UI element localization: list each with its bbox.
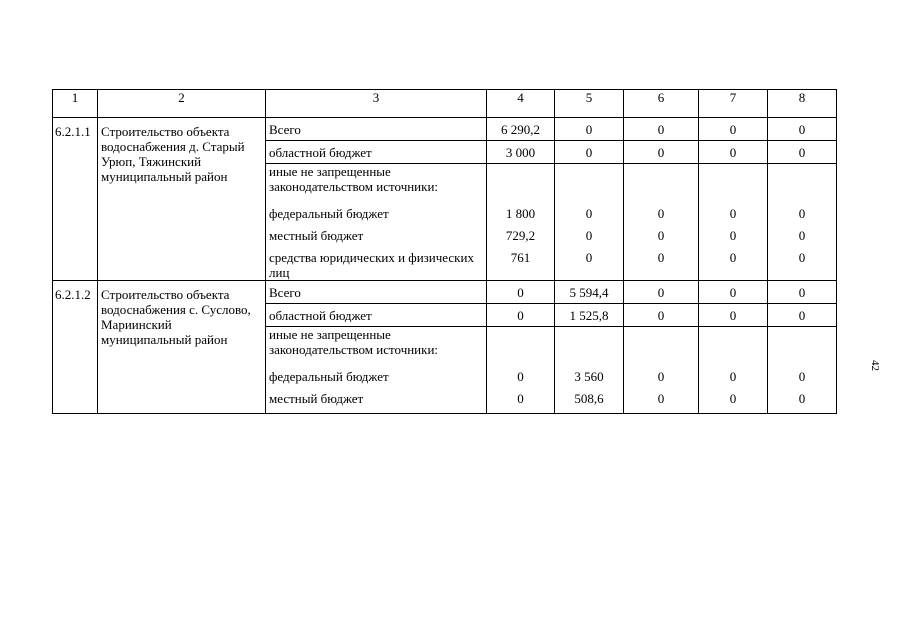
source-label: иные не запрещенные законодательством источники:	[266, 327, 487, 370]
source-label: местный бюджет	[266, 391, 487, 414]
value-cell: 0	[487, 391, 555, 414]
value-cell: 0	[555, 118, 624, 141]
funding-table	[52, 89, 837, 414]
value-cell	[624, 327, 699, 370]
object-name: Строительство объекта водоснабжения с. Суслово, Мариинский муниципальный район	[98, 281, 266, 414]
value-cell: 0	[624, 369, 699, 391]
table-row	[53, 118, 837, 141]
header-cell: 1	[53, 90, 98, 118]
value-cell: 3 000	[487, 141, 555, 164]
header-cell: 6	[624, 90, 699, 118]
source-label: областной бюджет	[266, 304, 487, 327]
value-cell	[487, 327, 555, 370]
header-cell: 2	[98, 90, 266, 118]
source-label: Всего	[266, 118, 487, 141]
object-name: Строительство объекта водоснабжения д. Старый Урюп, Тяжинский муниципальный район	[98, 118, 266, 281]
value-cell: 0	[699, 228, 768, 250]
source-label: иные не запрещенные законодательством источники:	[266, 164, 487, 207]
source-label: федеральный бюджет	[266, 206, 487, 228]
value-cell: 0	[699, 391, 768, 414]
value-cell: 0	[487, 281, 555, 304]
value-cell	[555, 327, 624, 370]
value-cell	[768, 327, 837, 370]
value-cell: 0	[624, 304, 699, 327]
value-cell: 0	[699, 250, 768, 281]
value-cell: 0	[768, 206, 837, 228]
value-cell: 0	[555, 141, 624, 164]
value-cell: 0	[624, 206, 699, 228]
header-cell: 5	[555, 90, 624, 118]
value-cell: 0	[768, 250, 837, 281]
header-cell: 7	[699, 90, 768, 118]
source-label: федеральный бюджет	[266, 369, 487, 391]
value-cell: 0	[487, 369, 555, 391]
value-cell	[768, 164, 837, 207]
value-cell: 0	[768, 369, 837, 391]
value-cell: 0	[768, 118, 837, 141]
value-cell: 0	[624, 118, 699, 141]
value-cell: 0	[699, 281, 768, 304]
value-cell: 0	[699, 206, 768, 228]
value-cell: 0	[768, 281, 837, 304]
value-cell: 0	[699, 118, 768, 141]
value-cell: 761	[487, 250, 555, 281]
source-label: местный бюджет	[266, 228, 487, 250]
page-number: 42	[869, 360, 881, 371]
table-row	[53, 281, 837, 304]
source-label: Всего	[266, 281, 487, 304]
value-cell: 0	[624, 391, 699, 414]
value-cell: 0	[624, 228, 699, 250]
header-row	[53, 90, 837, 118]
value-cell	[699, 327, 768, 370]
value-cell: 0	[699, 369, 768, 391]
value-cell: 5 594,4	[555, 281, 624, 304]
value-cell: 6 290,2	[487, 118, 555, 141]
value-cell	[555, 164, 624, 207]
source-label: областной бюджет	[266, 141, 487, 164]
value-cell: 0	[555, 250, 624, 281]
header-cell: 8	[768, 90, 837, 118]
header-cell: 3	[266, 90, 487, 118]
object-code: 6.2.1.1	[53, 118, 98, 281]
value-cell: 0	[555, 228, 624, 250]
value-cell: 508,6	[555, 391, 624, 414]
value-cell: 0	[768, 228, 837, 250]
value-cell: 0	[768, 141, 837, 164]
value-cell: 0	[624, 141, 699, 164]
header-cell: 4	[487, 90, 555, 118]
value-cell: 0	[624, 250, 699, 281]
value-cell: 0	[699, 141, 768, 164]
value-cell: 0	[699, 304, 768, 327]
value-cell: 0	[624, 281, 699, 304]
value-cell: 0	[555, 206, 624, 228]
object-code: 6.2.1.2	[53, 281, 98, 414]
value-cell: 1 800	[487, 206, 555, 228]
value-cell	[624, 164, 699, 207]
value-cell: 0	[768, 304, 837, 327]
source-label: средства юридических и физических лиц	[266, 250, 487, 281]
value-cell	[699, 164, 768, 207]
value-cell: 1 525,8	[555, 304, 624, 327]
value-cell: 3 560	[555, 369, 624, 391]
value-cell: 729,2	[487, 228, 555, 250]
value-cell: 0	[768, 391, 837, 414]
value-cell	[487, 164, 555, 207]
value-cell: 0	[487, 304, 555, 327]
